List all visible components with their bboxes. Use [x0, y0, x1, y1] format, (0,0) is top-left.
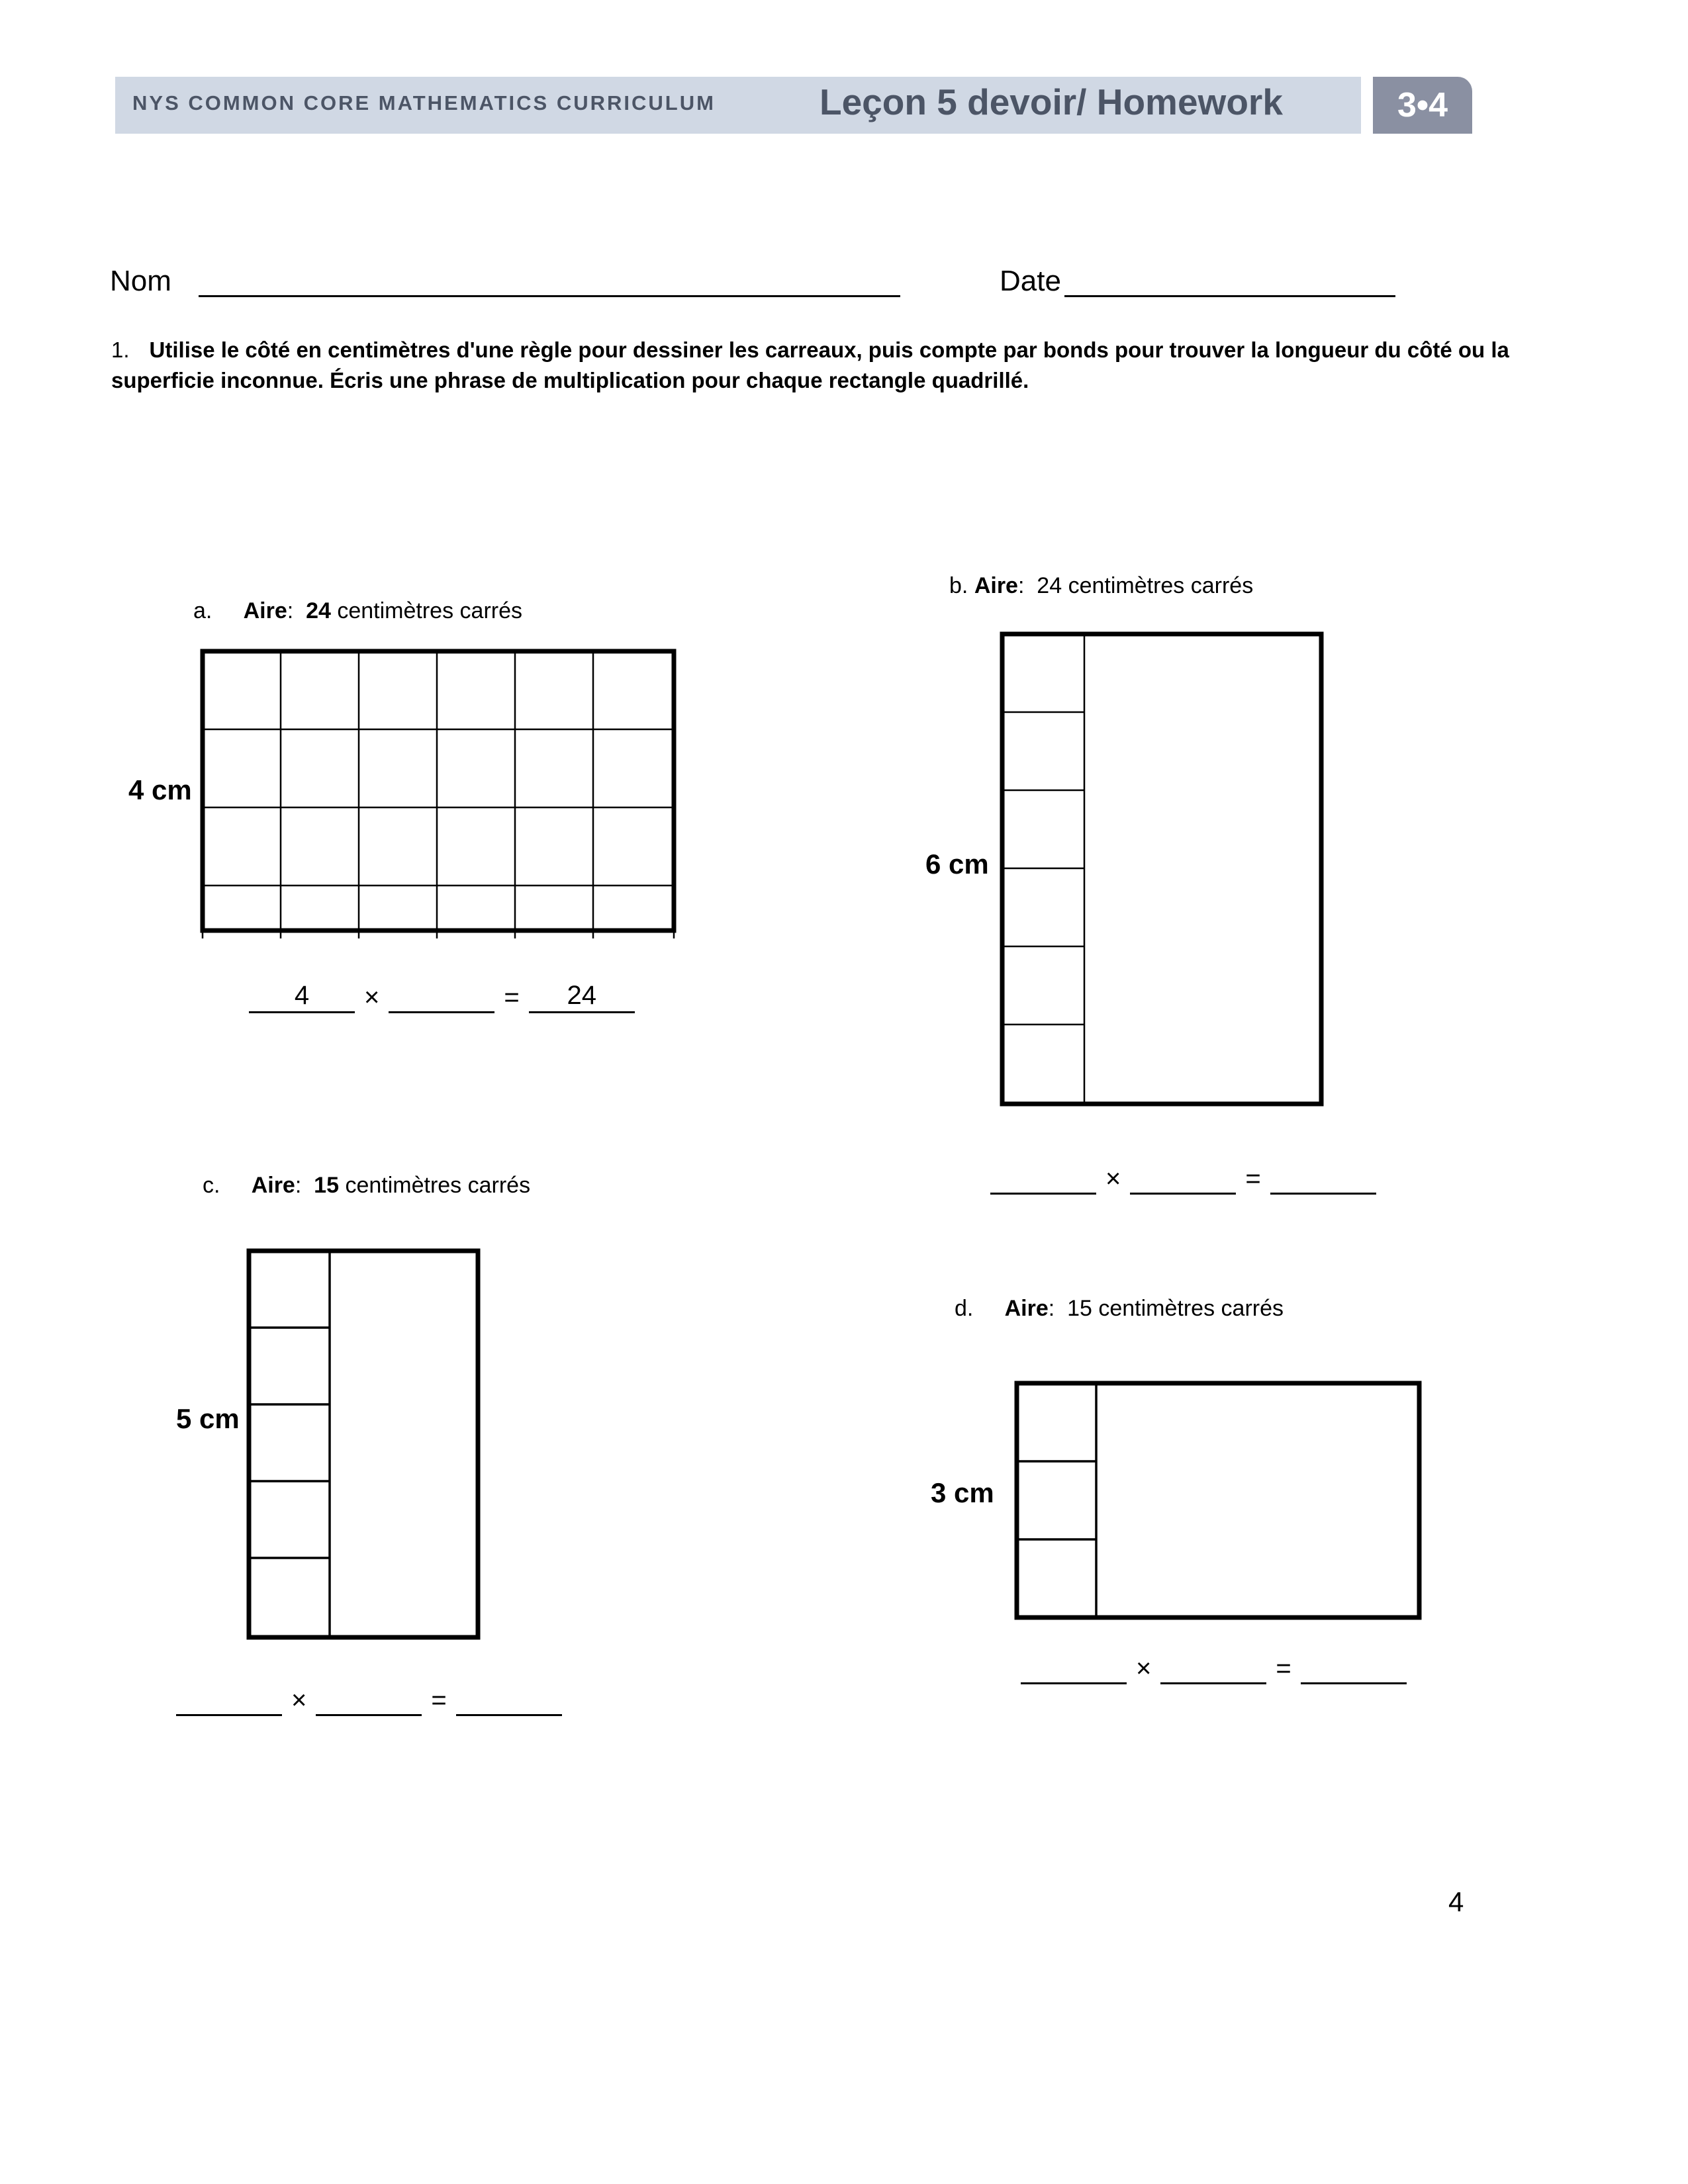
problem-c-unit: centimètres carrés: [345, 1173, 531, 1198]
problem-a-label: a. Aire: 24 centimètres carrés: [193, 598, 522, 623]
problem-d-letter: d.: [955, 1296, 974, 1321]
problem-a-factor-1[interactable]: 4: [249, 979, 355, 1013]
question-number: 1.: [111, 338, 130, 362]
equals-sign: =: [1245, 1164, 1261, 1193]
equals-sign: =: [431, 1686, 447, 1715]
problem-c-letter: c.: [203, 1173, 220, 1198]
rectangle-d-outline: [1017, 1383, 1419, 1617]
rectangle-b: [1002, 634, 1321, 1104]
problem-a-area-value: 24: [306, 598, 331, 623]
rectangle-d: [1017, 1383, 1419, 1617]
lesson-title: Leçon 5 devoir/ Homework: [820, 81, 1283, 122]
instructions-text: Utilise le côté en centimètres d'une règle pour dessiner les carreaux, puis compte par bonds pour trouver la longueur du côté ou la superficie inconnue. Écris une phrase de multiplication pour chaque rectangle quadrillé.: [111, 338, 1509, 392]
problem-a-letter: a.: [193, 598, 212, 623]
date-label: Date: [1000, 265, 1061, 297]
problem-b-label: b. Aire: 24 centimètres carrés: [949, 573, 1254, 598]
problem-a-product[interactable]: 24: [529, 979, 635, 1013]
problem-b-area-value: 24: [1037, 573, 1062, 598]
equals-sign: =: [1276, 1654, 1291, 1683]
module-badge: 3•4: [1373, 77, 1472, 134]
problem-c-side-length: 5 cm: [176, 1403, 240, 1434]
times-sign: ×: [1105, 1164, 1121, 1193]
problem-d-label: d. Aire: 15 centimètres carrés: [955, 1296, 1284, 1321]
problem-b-letter: b.: [949, 573, 968, 598]
curriculum-title: NYS COMMON CORE MATHEMATICS CURRICULUM: [132, 91, 716, 114]
problem-d-area-word: Aire: [1004, 1296, 1049, 1321]
times-sign: ×: [1136, 1654, 1152, 1683]
problem-c-area-value: 15: [314, 1173, 339, 1198]
problem-d-area-value: 15: [1067, 1296, 1092, 1321]
problem-d-unit: centimètres carrés: [1098, 1296, 1284, 1321]
name-label: Nom: [110, 265, 171, 297]
times-sign: ×: [291, 1686, 307, 1715]
rectangle-a-outline: [203, 651, 674, 931]
page-number: 4: [1448, 1886, 1464, 1917]
problem-d-side-length: 3 cm: [931, 1477, 994, 1508]
problem-b-area-word: Aire: [974, 573, 1018, 598]
problem-a-side-length: 4 cm: [128, 774, 192, 805]
rectangle-c: [249, 1251, 478, 1637]
problem-c-label: c. Aire: 15 centimètres carrés: [203, 1173, 531, 1198]
rectangle-a: [203, 651, 674, 938]
problem-a-area-word: Aire: [243, 598, 287, 623]
times-sign: ×: [364, 983, 380, 1012]
problem-a-unit: centimètres carrés: [337, 598, 522, 623]
problem-c-area-word: Aire: [251, 1173, 295, 1198]
problem-b-unit: centimètres carrés: [1068, 573, 1254, 598]
problem-b-side-length: 6 cm: [925, 848, 989, 880]
rectangle-c-outline: [249, 1251, 478, 1637]
equals-sign: =: [504, 983, 520, 1012]
